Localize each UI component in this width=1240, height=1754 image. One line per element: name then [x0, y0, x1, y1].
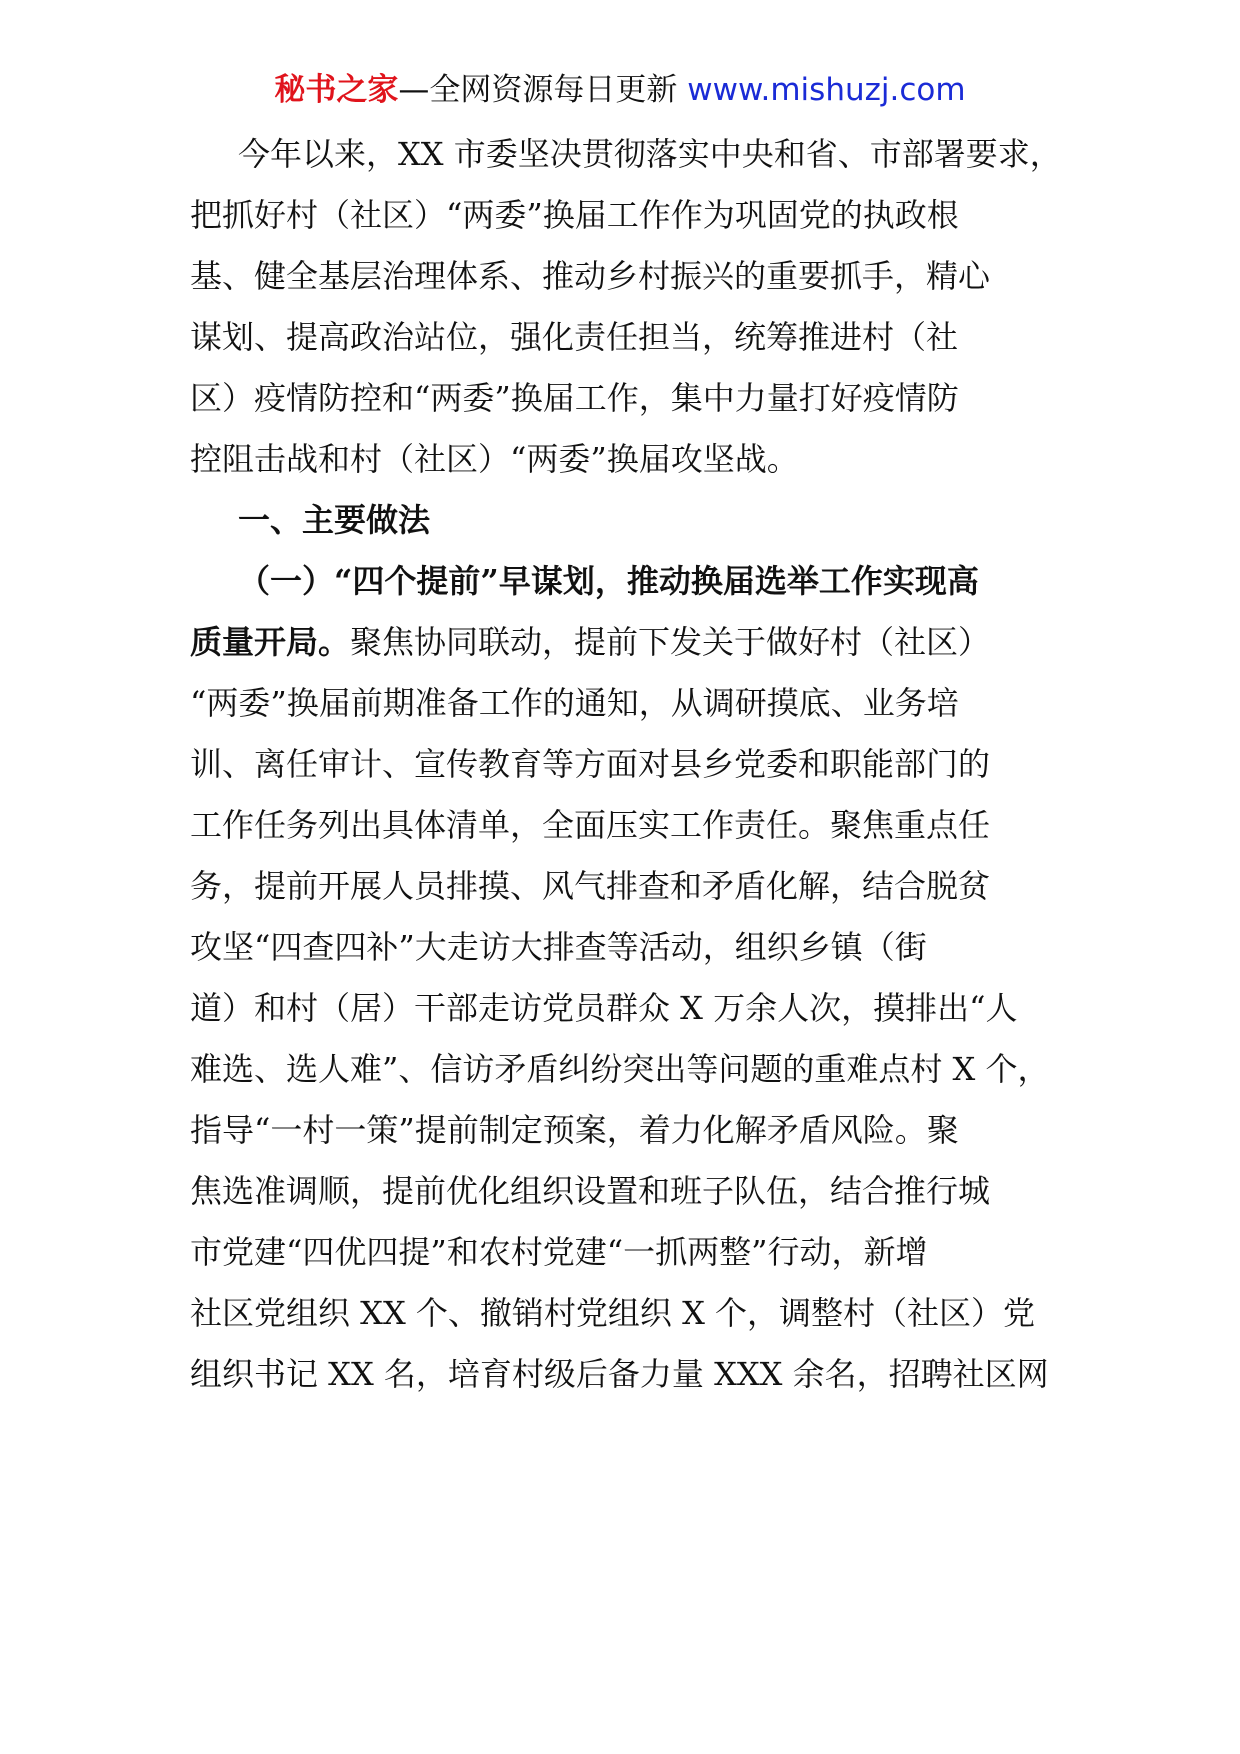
paragraph-line: 今年以来，XX 市委坚决贯彻落实中央和省、市部署要求，: [238, 135, 1062, 173]
subsection-heading-end: 质量开局。: [190, 623, 351, 661]
paragraph-line: 攻坚“四查四补”大走访大排查等活动，组织乡镇（街: [190, 928, 927, 966]
paragraph-line: 道）和村（居）干部走访党员群众 X 万余人次，摸排出“人: [190, 989, 1018, 1027]
paragraph-line: 务，提前开展人员排摸、风气排查和矛盾化解，结合脱贫: [190, 867, 991, 905]
site-header: [0, 68, 1240, 112]
paragraph-line: 工作任务列出具体清单，全面压实工作责任。聚焦重点任: [190, 806, 991, 844]
header-tagline: —全网资源每日更新: [398, 72, 688, 108]
paragraph-line: 市党建“四优四提”和农村党建“一抓两整”行动，新增: [190, 1233, 928, 1271]
paragraph-line: 基、健全基层治理体系、推动乡村振兴的重要抓手，精心: [190, 257, 991, 295]
paragraph-line: 焦选准调顺，提前优化组织设置和班子队伍，结合推行城: [190, 1172, 991, 1210]
paragraph-line: 组织书记 XX 名，培育村级后备力量 XXX 余名，招聘社区网: [190, 1355, 1049, 1393]
header-url[interactable]: www.mishuzj.com: [687, 72, 966, 108]
paragraph-line: 谋划、提高政治站位，强化责任担当，统筹推进村（社: [190, 318, 959, 356]
section-heading: 一、主要做法: [238, 501, 431, 539]
paragraph-line: 社区党组织 XX 个、撤销村党组织 X 个，调整村（社区）党: [190, 1294, 1036, 1332]
paragraph-line: 控阻击战和村（社区）“两委”换届攻坚战。: [190, 440, 799, 478]
paragraph-line: 训、离任审计、宣传教育等方面对县乡党委和职能部门的: [190, 745, 991, 783]
paragraph-line: 难选、选人难”、信访矛盾纠纷突出等问题的重难点村 X 个，: [190, 1050, 1050, 1088]
subsection-heading: （一）“四个提前”早谋划，推动换届选举工作实现高: [238, 562, 979, 600]
paragraph-text: 聚焦协同联动，提前下发关于做好村（社区）: [350, 623, 991, 661]
paragraph-line: 把抓好村（社区）“两委”换届工作作为巩固党的执政根: [190, 196, 959, 234]
paragraph-line: 区）疫情防控和“两委”换届工作，集中力量打好疫情防: [190, 379, 959, 417]
paragraph-line: “两委”换届前期准备工作的通知，从调研摸底、业务培: [190, 684, 959, 722]
paragraph-line: [190, 620, 990, 664]
header-brand: 秘书之家: [274, 72, 399, 108]
paragraph-line: 指导“一村一策”提前制定预案，着力化解矛盾风险。聚: [190, 1111, 959, 1149]
